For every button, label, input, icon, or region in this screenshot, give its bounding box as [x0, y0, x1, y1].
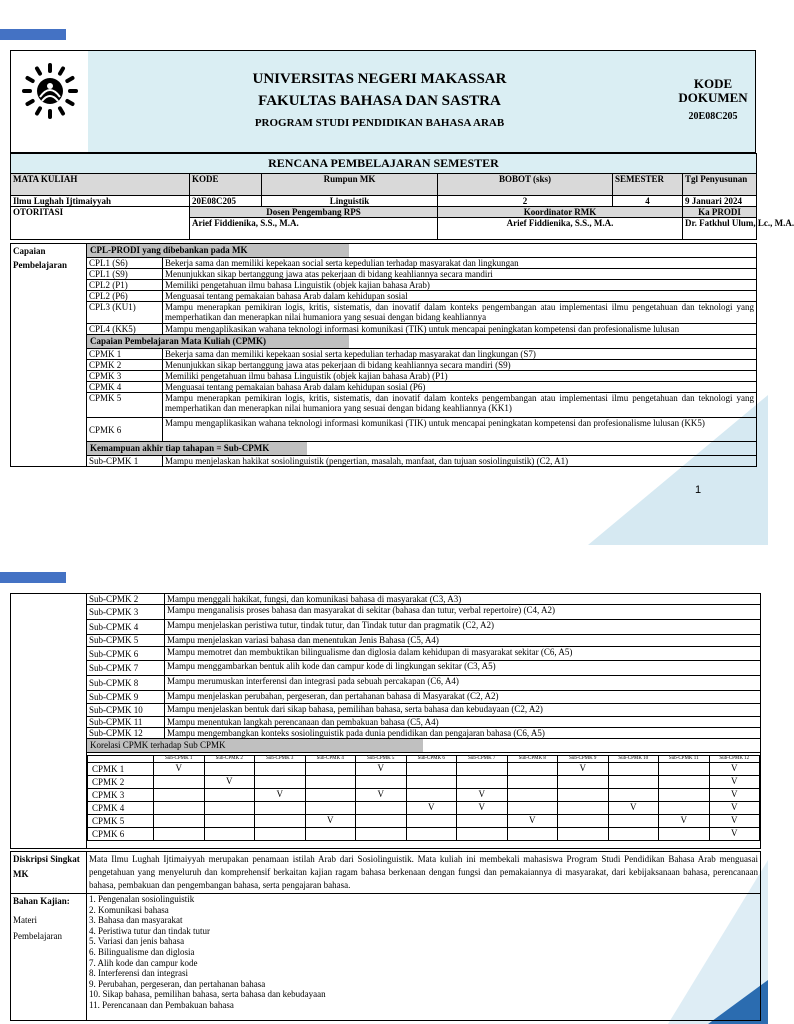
korelasi-cell	[406, 828, 457, 841]
korelasi-cell	[608, 815, 659, 828]
korelasi-row-label: CPMK 1	[88, 763, 154, 776]
value-mata-kuliah: Ilmu Lughah Ijtimaiyyah	[11, 196, 190, 207]
korelasi-column-header: Sub-CPMK 5	[356, 756, 407, 763]
cpl-code: CPL4 (KK5)	[87, 324, 163, 335]
cpl-code: CPL1 (S9)	[87, 269, 163, 280]
program-name: PROGRAM STUDI PENDIDIKAN BAHASA ARAB	[254, 117, 505, 129]
label-tgl: Tgl Penyusunan	[683, 174, 757, 196]
value-koordinator: Arief Fiddienika, S.S., M.A.	[438, 218, 683, 240]
subcpmk-code: Sub-CPMK 8	[87, 676, 165, 691]
label-mata-kuliah: MATA KULIAH	[11, 174, 190, 196]
label-semester: SEMESTER	[613, 174, 683, 196]
korelasi-column-header: Sub-CPMK 2	[204, 756, 255, 763]
cpmk-text: Bekerja sama dan memiliki kepekaan sosial serta kepedulian terhadap masyarakat dan lingkungan (S7)	[163, 349, 757, 360]
label-deskripsi: Diskripsi Singkat MK	[11, 852, 87, 894]
korelasi-cell	[204, 789, 255, 802]
korelasi-row-label: CPMK 3	[88, 789, 154, 802]
korelasi-cell: V	[659, 815, 710, 828]
bahan-kajian-item: 9. Perubahan, pergeseran, dan pertahanan bahasa	[89, 978, 266, 989]
korelasi-column-header: Sub-CPMK 11	[659, 756, 710, 763]
university-logo-icon	[20, 61, 80, 121]
subcpmk-code: Sub-CPMK 5	[87, 635, 165, 647]
bahan-kajian-list	[87, 894, 761, 1021]
korelasi-column-header: Sub-CPMK 12	[709, 756, 760, 763]
korelasi-row-label: CPMK 5	[88, 815, 154, 828]
label-materi: Materi Pembelajaran	[13, 915, 62, 941]
korelasi-column-header: Sub-CPMK 10	[608, 756, 659, 763]
value-bobot: 2	[438, 196, 613, 207]
cpmk-code: CPMK 6	[87, 418, 163, 442]
faculty-name: FAKULTAS BAHASA DAN SASTRA	[258, 93, 501, 109]
korelasi-cell	[305, 776, 356, 789]
label-otoritasi: OTORITASI	[11, 207, 190, 240]
page-top-bar	[0, 29, 66, 40]
korelasi-column-header: Sub-CPMK 8	[507, 756, 558, 763]
korelasi-cell	[255, 802, 306, 815]
value-kaprodi: Dr. Fatkhul Ulum, Lc., M.A.	[683, 218, 757, 240]
cpl-code: CPL2 (P6)	[87, 291, 163, 302]
kode-dokumen-cell	[671, 51, 755, 152]
korelasi-cell: V	[457, 802, 508, 815]
korelasi-cell: V	[709, 802, 760, 815]
korelasi-cell	[255, 828, 306, 841]
korelasi-cell	[457, 828, 508, 841]
korelasi-cell	[608, 776, 659, 789]
korelasi-column-header: Sub-CPMK 6	[406, 756, 457, 763]
page-top-bar	[0, 572, 66, 583]
korelasi-cell	[356, 828, 407, 841]
korelasi-cell: V	[709, 815, 760, 828]
university-name: UNIVERSITAS NEGERI MAKASSAR	[252, 71, 507, 87]
document-header	[10, 50, 756, 153]
korelasi-row-label: CPMK 4	[88, 802, 154, 815]
korelasi-row-label: CPMK 6	[88, 828, 154, 841]
korelasi-cell	[457, 815, 508, 828]
korelasi-cell	[255, 815, 306, 828]
subcpmk-code: Sub-CPMK 10	[87, 704, 165, 717]
korelasi-cell	[457, 763, 508, 776]
korelasi-cell	[154, 776, 205, 789]
korelasi-cell	[305, 802, 356, 815]
value-kode: 20E08C205	[190, 196, 262, 207]
label-dosen: Dosen Pengembang RPS	[190, 207, 438, 218]
korelasi-cell	[154, 789, 205, 802]
korelasi-cell	[204, 802, 255, 815]
subcpmk-code: Sub-CPMK 11	[87, 717, 165, 728]
korelasi-column-header: Sub-CPMK 9	[558, 756, 609, 763]
capaian-table	[10, 243, 757, 467]
subcpmk-code: Sub-CPMK 1	[87, 456, 163, 467]
cpmk-text: Memiliki pengetahuan ilmu bahasa Linguistik (objek kajian bahasa Arab) (P1)	[163, 371, 757, 382]
korelasi-cell	[406, 763, 457, 776]
korelasi-cell	[507, 776, 558, 789]
cpl-code: CPL1 (S6)	[87, 258, 163, 269]
korelasi-cell	[356, 776, 407, 789]
label-koordinator: Koordinator RMK	[438, 207, 683, 218]
cpl-text: Menguasai tentang pemakaian bahasa Arab dalam kehidupan sosial	[163, 291, 757, 302]
korelasi-cell	[558, 789, 609, 802]
label-bobot: BOBOT (sks)	[438, 174, 613, 196]
value-dosen: Arief Fiddienika, S.S., M.A.	[190, 218, 438, 240]
left-blank-cell	[11, 594, 87, 849]
subcpmk-text: Mampu menjelaskan bentuk dari sikap bahasa, pemilihan bahasa, serta bahasa dan kebudayaan (C2, A2)	[165, 704, 761, 717]
cpmk-text: Mampu mengaplikasikan wahana teknologi informasi komunikasi (TIK) untuk mencapai peningkatan kompetensi dan profesionalisme lulusan (KK5)	[163, 418, 757, 442]
subcpmk-text: Mampu menjelaskan hakikat sosiolinguistik (pengertian, masalah, manfaat, dan tujuan sosiolinguistik) (C2, A1)	[163, 456, 757, 467]
label-bahan-kajian: Bahan Kajian:	[13, 896, 70, 906]
korelasi-cell: V	[356, 789, 407, 802]
bahan-kajian-item: 11. Perencanaan dan Pembakuan bahasa	[89, 999, 234, 1010]
bahan-kajian-item: 4. Peristiwa tutur dan tindak tutur	[89, 925, 210, 936]
korelasi-cell: V	[204, 776, 255, 789]
korelasi-cell	[255, 776, 306, 789]
korelasi-cell	[204, 815, 255, 828]
korelasi-cell	[608, 789, 659, 802]
cpmk-code: CPMK 4	[87, 382, 163, 393]
rps-table-page1	[10, 153, 794, 240]
cpl-header: CPL-PRODI yang dibebankan pada MK	[87, 244, 349, 257]
korelasi-cell: V	[709, 828, 760, 841]
korelasi-cell	[659, 763, 710, 776]
subcpmk-text: Mampu merumuskan interferensi dan integrasi pada sebuah percakapan (C6, A4)	[165, 676, 761, 691]
korelasi-cell	[356, 802, 407, 815]
korelasi-cell	[659, 776, 710, 789]
value-semester: 4	[613, 196, 683, 207]
label-capaian: Capaian Pembelajaran	[11, 244, 87, 467]
korelasi-cell: V	[709, 763, 760, 776]
korelasi-cell	[154, 802, 205, 815]
bahan-kajian-item: 6. Bilingualisme dan diglosia	[89, 946, 195, 957]
subcpmk-code: Sub-CPMK 9	[87, 691, 165, 704]
desc-table	[10, 851, 761, 1021]
korelasi-cell	[154, 828, 205, 841]
subcpmk-text: Mampu menjelaskan variasi bahasa dan menentukan Jenis Bahasa (C5, A4)	[165, 635, 761, 647]
korelasi-column-header: Sub-CPMK 4	[305, 756, 356, 763]
bahan-kajian-item: 2. Komunikasi bahasa	[89, 904, 169, 915]
korelasi-cell: V	[356, 763, 407, 776]
korelasi-cell: V	[709, 776, 760, 789]
korelasi-cell	[608, 763, 659, 776]
bahan-kajian-item: 1. Pengenalan sosiolinguistik	[89, 894, 195, 904]
cpmk-code: CPMK 5	[87, 393, 163, 418]
bahan-kajian-item: 7. Alih kode dan campur kode	[89, 957, 198, 968]
korelasi-cell	[507, 802, 558, 815]
korelasi-cell	[457, 776, 508, 789]
korelasi-cell	[204, 828, 255, 841]
korelasi-cell	[608, 828, 659, 841]
subcpmk-text: Mampu mengembangkan konteks sosiolinguistik pada dunia pendidikan dan pengajaran bahasa (C6, A5)	[165, 728, 761, 739]
bahan-kajian-item: 10. Sikap bahasa, pemilihan bahasa, serta bahasa dan kebudayaan	[89, 989, 326, 1000]
cpmk-header: Capaian Pembelajaran Mata Kuliah (CPMK)	[87, 335, 349, 348]
cpmk-code: CPMK 1	[87, 349, 163, 360]
cpl-code: CPL3 (KU1)	[87, 302, 163, 324]
subcpmk-text: Mampu memotret dan membuktikan bilingualisme dan diglosia dalam kehidupan di masyarakat sekitar (C6, A5)	[165, 647, 761, 661]
korelasi-cell	[558, 776, 609, 789]
cpmk-code: CPMK 2	[87, 360, 163, 371]
cpmk-code: CPMK 3	[87, 371, 163, 382]
korelasi-cell: V	[406, 802, 457, 815]
korelasi-cell	[507, 828, 558, 841]
page-number: 1	[695, 484, 702, 496]
bahan-kajian-item: 8. Interferensi dan integrasi	[89, 968, 188, 979]
korelasi-cell	[659, 802, 710, 815]
value-tgl: 9 Januari 2024	[683, 196, 757, 207]
korelasi-cell	[305, 828, 356, 841]
cpl-code: CPL2 (P1)	[87, 280, 163, 291]
subcpmk-code: Sub-CPMK 3	[87, 605, 165, 620]
label-rumpun: Rumpun MK	[262, 174, 438, 196]
label-kode: KODE	[190, 174, 262, 196]
subcpmk-code: Sub-CPMK 12	[87, 728, 165, 739]
korelasi-cell	[558, 802, 609, 815]
cpl-text: Mampu menerapkan pemikiran logis, kritis, sistematis, dan inovatif dalam konteks pengembangan atau implementasi ilmu pengetahuan dan teknologi yang memperhatikan dan menerapkan nilai humaniora yang sesuai dengan bidang keahliannya	[163, 302, 757, 324]
deskripsi-text: Mata Ilmu Lughah Ijtimaiyyah merupakan penamaan istilah Arab dari Sosiolinguistik. Mata kuliah ini membekali mahasiswa Program Studi Pendidikan Bahasa Arab menguasai pengetahuan yang menyeluruh dan komprehensif berkaitan kajian ragam bahasa berkenaan dengan fungsi dan pemakaiannya di masyarakat, dari kebijaksanaan bahasa, perencanaan bahasa, pembakuan dan pengembangan bahasa, serta pengajaran bahasa.	[87, 852, 761, 894]
korelasi-cell	[507, 789, 558, 802]
doc-title: RENCANA PEMBELAJARAN SEMESTER	[11, 154, 757, 174]
korelasi-grid	[87, 755, 760, 841]
subcpmk-text: Mampu menjelaskan perubahan, pergeseran, dan pertahanan bahasa di Masyarakat (C2, A2)	[165, 691, 761, 704]
korelasi-cell: V	[305, 815, 356, 828]
korelasi-cell	[305, 789, 356, 802]
header-title-cell	[88, 51, 672, 152]
korelasi-cell: V	[457, 789, 508, 802]
subcpmk-text: Mampu menganalisis proses bahasa dan masyarakat di sekitar (bahasa dan tutur, verbal repertoire) (C4, A2)	[165, 605, 761, 620]
label-kaprodi: Ka PRODI	[683, 207, 757, 218]
korelasi-cell	[406, 815, 457, 828]
subcpmk-text: Mampu menjelaskan peristiwa tutur, tindak tutur, dan Tindak tutur dan pragmatik (C2, A2)	[165, 620, 761, 635]
korelasi-cell: V	[255, 789, 306, 802]
cpl-text: Bekerja sama dan memiliki kepekaan social serta kepedulian terhadap masyarakat dan lingkungan	[163, 258, 757, 269]
kode-dokumen-value: 20E08C205	[688, 111, 738, 122]
korelasi-header: Korelasi CPMK terhadap Sub CPMK	[87, 739, 423, 752]
korelasi-cell: V	[558, 763, 609, 776]
subcpmk-code: Sub-CPMK 6	[87, 647, 165, 661]
value-rumpun: Linguistik	[262, 196, 438, 207]
korelasi-cell	[558, 828, 609, 841]
subcpmk-code: Sub-CPMK 7	[87, 661, 165, 676]
korelasi-row-label: CPMK 2	[88, 776, 154, 789]
subcpmk-text: Mampu menggali hakikat, fungsi, dan komunikasi bahasa di masyarakat (C3, A3)	[165, 594, 761, 605]
subcpmk-table-page2	[10, 593, 761, 849]
korelasi-column-header: Sub-CPMK 3	[255, 756, 306, 763]
subcpmk-header: Kemampuan akhir tiap tahapan = Sub-CPMK	[87, 442, 307, 455]
cpl-text: Memiliki pengetahuan ilmu bahasa Linguistik (objek kajian bahasa Arab)	[163, 280, 757, 291]
korelasi-cell	[659, 789, 710, 802]
korelasi-cell: V	[507, 815, 558, 828]
bahan-kajian-item: 5. Variasi dan jenis bahasa	[89, 936, 185, 947]
cpmk-text: Mampu menerapkan pemikiran logis, kritis, sistematis, dan inovatif dalam konteks pengembangan atau implementasi ilmu pengetahuan dan teknologi yang memperhatikan dan menerapkan nilai humaniora yang sesuai dengan bidang keahliannya (KK1)	[163, 393, 757, 418]
korelasi-column-header: Sub-CPMK 1	[154, 756, 205, 763]
korelasi-cell	[204, 763, 255, 776]
bahan-kajian-item: 3. Bahasa dan masyarakat	[89, 915, 183, 926]
korelasi-cell	[406, 789, 457, 802]
cpl-text: Mampu mengaplikasikan wahana teknologi informasi komunikasi (TIK) untuk mencapai peningkatan kompetensi dan profesionalisme lulusan	[163, 324, 757, 335]
korelasi-cell	[406, 776, 457, 789]
korelasi-cell: V	[709, 789, 760, 802]
cpmk-text: Menunjukkan sikap bertanggung jawa atas pekerjaan di bidang keahliannya secara mandiri (S9)	[163, 360, 757, 371]
korelasi-cell: V	[154, 763, 205, 776]
korelasi-cell: V	[608, 802, 659, 815]
korelasi-cell	[659, 828, 710, 841]
korelasi-cell	[558, 815, 609, 828]
cpl-text: Menunjukkan sikap bertanggung jawa atas pekerjaan di bidang keahliannya secara mandiri	[163, 269, 757, 280]
korelasi-cell	[255, 763, 306, 776]
korelasi-column-header: Sub-CPMK 7	[457, 756, 508, 763]
kode-dokumen-label: KODE DOKUMEN	[678, 76, 748, 105]
cpmk-text: Menguasai tentang pemakaian bahasa Arab dalam kehidupan sosial (P6)	[163, 382, 757, 393]
korelasi-cell	[507, 763, 558, 776]
subcpmk-text: Mampu menggambarkan bentuk alih kode dan campur kode di lingkungan sekitar (C3, A5)	[165, 661, 761, 676]
korelasi-cell	[305, 763, 356, 776]
korelasi-corner	[88, 756, 154, 763]
subcpmk-code: Sub-CPMK 2	[87, 594, 165, 605]
korelasi-cell	[154, 815, 205, 828]
subcpmk-text: Mampu menentukan langkah perencanaan dan pembakuan bahasa (C5, A4)	[165, 717, 761, 728]
subcpmk-code: Sub-CPMK 4	[87, 620, 165, 635]
korelasi-cell	[356, 815, 407, 828]
logo-cell	[11, 51, 89, 152]
